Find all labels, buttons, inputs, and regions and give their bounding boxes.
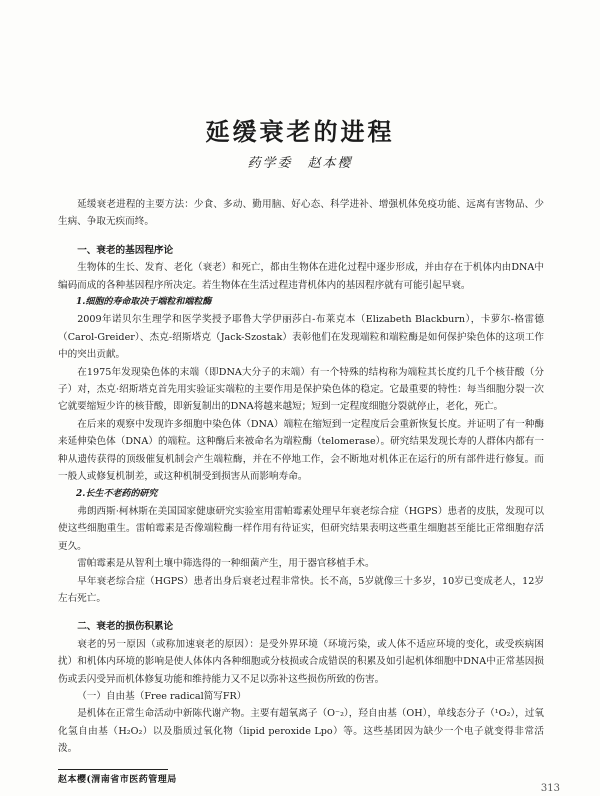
section1-sub2-paragraph-2: 雷帕霉素是从智利土壤中筛选得的一种细菌产生，用于器官移植手术。 — [77, 558, 375, 570]
article-title: 延缓衰老的进程 — [205, 117, 395, 146]
subsection-heading-1-1: 1.细胞的寿命取决于端粒和端粒酶 — [76, 297, 212, 308]
section1-intro: 生物体的生长、发育、老化（衰老）和死亡，都由生物体在进化过程中逐步形成，并由存在于机体内由DNA中编码而成的各种基因程序所决定。若生物体在生活过程违背机体内的基因程序就有可能引起早衰。 — [58, 262, 544, 291]
page-number: 313 — [540, 783, 560, 794]
article-body — [58, 196, 544, 758]
section1-sub2-paragraph-3: 早年衰老综合症（HGPS）患者出身后衰老过程非常快。长不高，5岁就像三十多岁，10岁已变成老人，12岁左右死亡。 — [58, 575, 544, 604]
article-authors: 药学委 赵本樱 — [247, 156, 353, 171]
section1-sub1-paragraph-2: 在1975年发现染色体的末端（即DNA大分子的末端）有一个特殊的结构称为端粒其长度约几千个核苷酸（分子）对，杰克·绍斯塔克首先用实验证实端粒的主要作用是保护染色体的稳定。它最重要的特性：每当细胞分裂一次它就要缩短少许的核苷酸，即新复制出的DNA将越来越短；短到一定程度细胞分裂就停止，老化，死亡。 — [58, 366, 544, 413]
author-affiliation: 赵本樱(渭南省市医药管理局 — [58, 775, 177, 785]
section-heading-1: 一、衰老的基因程序论 — [77, 244, 174, 256]
subsection-heading-1-2: 2.长生不老药的研究 — [76, 488, 158, 499]
section1-sub1-paragraph-1: 2009年诺贝尔生理学和医学奖授予耶鲁大学伊丽莎白-布莱克本（Elizabeth Blackburn），卡萝尔-格雷德（Carol-Greider）、杰克-绍斯塔克（Jack-Szostak）表彰他们在发现端粒和端粒酶是如何保护染色体的这项工作中的突出贡献。 — [58, 314, 544, 361]
section1-sub1-paragraph-3: 在后来的观察中发现许多细胞中染色体（DNA）端粒在缩短到一定程度后会重新恢复长度。并证明了有一种酶来延伸染色体（DNA）的端粒。这种酶后来被命名为端粒酶（telomerase）。研究结果发现长寿的人群体内都有一种从遗传获得的顶级催复机制会产生端粒酶，并在不停地工作，会不断地对机体正在运行的所有部件进行修复。而一般人或修复机制差，或这种机制受到损害从而影响寿命。 — [58, 418, 544, 483]
section2-paragraph-1: 衰老的另一原因（或称加速衰老的原因）：是受外界环境（环境污染，或人体不适应环境的变化，或受疾病困扰）和机体内环境的影响是使人体体内各种细胞或分枝损或合成错误的积累及如引起机体细胞中DNA中正常基因损伤或丢闪受异而机体修复功能和维持能力又不足以弥补这些损伤所致的伤害。 — [58, 638, 544, 685]
subsection-heading-2-1: （一）自由基（Free radical简写FR） — [77, 690, 247, 702]
section2-sub1-paragraph-1: 是机体在正常生命活动中新陈代谢产物。主要有超氧离子（O⁻₂），羟自由基（OH），单线态分子（¹O₂），过氧化氢自由基（H₂O₂）以及脂质过氧化物（lipid peroxide Lpo）等。这些基团因为缺少一个电子就变得非常活泼。 — [58, 708, 544, 755]
footer-divider — [58, 769, 168, 770]
section1-sub2-paragraph-1: 弗朗西斯·柯林斯在美国国家健康研究实验室用雷帕霉素处理早年衰老综合症（HGPS）患者的皮肤，发现可以使这些细胞重生。雷帕霉素是否像端粒酶一样作用有待证实，但研究结果表明这些重生细胞甚至能比正常细胞存活更久。 — [58, 505, 544, 552]
section-heading-2: 二、衰老的损伤积累论 — [77, 621, 174, 633]
abstract-paragraph: 延缓衰老进程的主要方法：少食、多动、勤用脑、好心态、科学进补、增强机体免疫功能、远离有害物品、少生病、争取无疾而终。 — [58, 199, 544, 228]
